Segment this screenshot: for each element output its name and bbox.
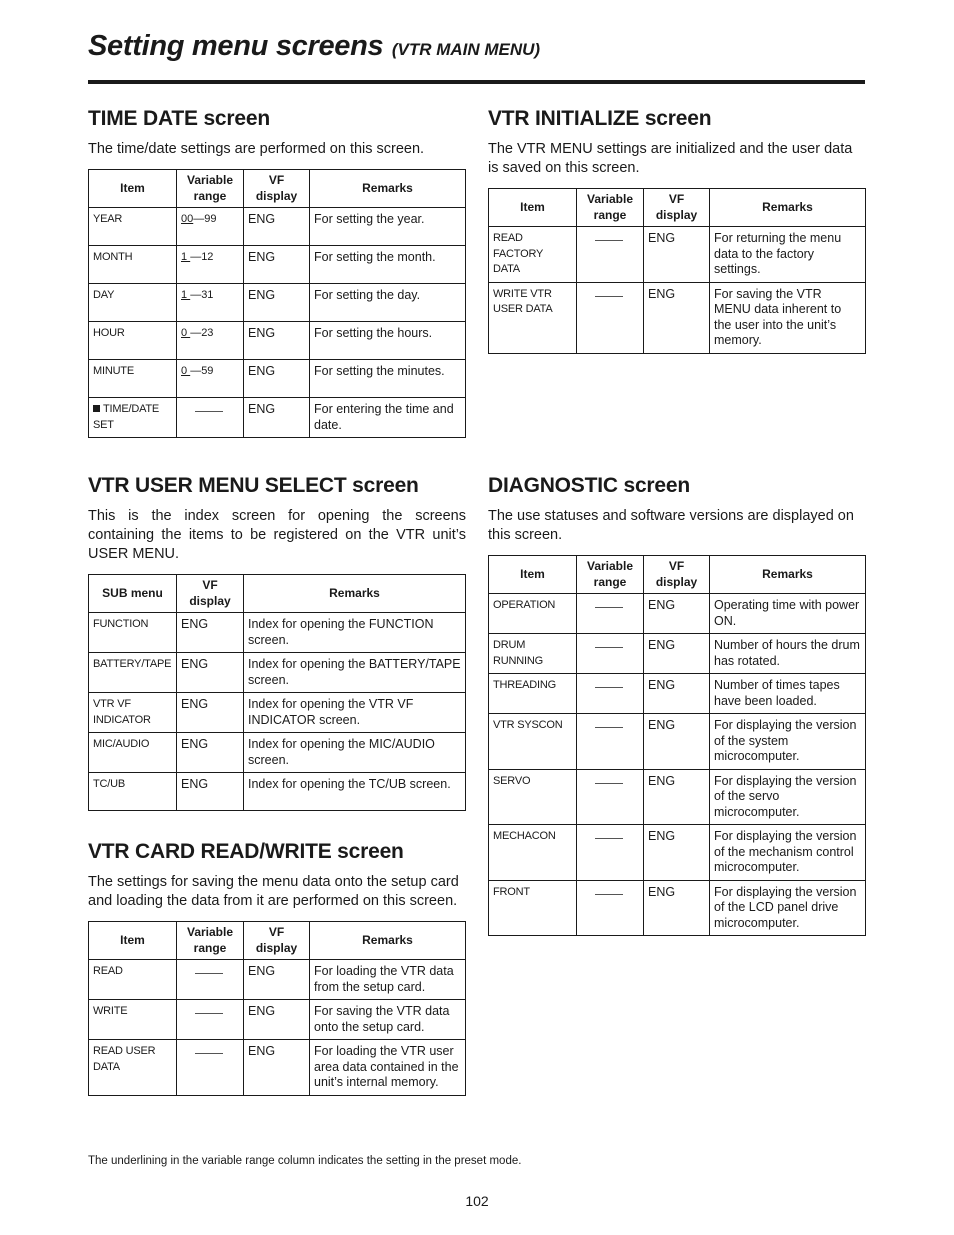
table-row <box>489 880 866 936</box>
time-date-table <box>88 169 466 438</box>
remarks-cell: For displaying the version of the mechanism control microcomputer. <box>710 825 866 881</box>
table-row <box>489 594 866 634</box>
vf-cell: ENG <box>177 613 244 653</box>
range-cell <box>177 208 244 246</box>
col-header: VF display <box>177 575 244 613</box>
item-cell: FRONT <box>489 880 577 936</box>
remarks-cell: For saving the VTR data onto the setup card. <box>310 1000 466 1040</box>
col-header: SUB menu <box>89 575 177 613</box>
remarks-cell: Index for opening the VTR VF INDICATOR screen. <box>244 693 466 733</box>
item-cell: DRUM RUNNING <box>489 634 577 674</box>
section-heading: TIME DATE screen <box>88 107 270 130</box>
col-header: VF display <box>244 922 310 960</box>
vf-cell: ENG <box>644 714 710 770</box>
range-end: —23 <box>190 327 214 339</box>
remarks-cell: For setting the minutes. <box>310 360 466 398</box>
vf-cell: ENG <box>244 208 310 246</box>
no-range-dash <box>595 727 623 728</box>
vf-cell: ENG <box>644 769 710 825</box>
vf-cell: ENG <box>244 246 310 284</box>
range-end: —99 <box>193 213 217 225</box>
table-row <box>89 322 466 360</box>
range-cell <box>577 674 644 714</box>
item-cell: HOUR <box>89 322 177 360</box>
item-cell: READ <box>89 960 177 1000</box>
preset-value: 1 <box>181 251 191 263</box>
vf-cell: ENG <box>244 322 310 360</box>
card-read-write-table <box>88 921 466 1096</box>
col-header: Remarks <box>310 922 466 960</box>
remarks-cell: Number of times tapes have been loaded. <box>710 674 866 714</box>
item-cell: FUNCTION <box>89 613 177 653</box>
vtr-initialize-table <box>488 188 866 354</box>
item-cell: YEAR <box>89 208 177 246</box>
vf-cell: ENG <box>244 398 310 438</box>
remarks-cell: Operating time with power ON. <box>710 594 866 634</box>
page-number: 102 <box>465 1193 489 1209</box>
table-header-row <box>89 575 466 613</box>
col-header: Item <box>489 189 577 227</box>
item-cell: WRITE VTR USER DATA <box>489 282 577 353</box>
range-cell <box>177 360 244 398</box>
vf-cell: ENG <box>177 773 244 811</box>
col-header: Remarks <box>244 575 466 613</box>
table-header-row <box>89 922 466 960</box>
remarks-cell: For displaying the version of the servo microcomputer. <box>710 769 866 825</box>
vf-cell: ENG <box>644 594 710 634</box>
range-cell <box>577 880 644 936</box>
col-header: Variable range <box>177 170 244 208</box>
range-cell <box>577 769 644 825</box>
section-heading: VTR CARD READ/WRITE screen <box>88 840 404 863</box>
vf-cell: ENG <box>177 653 244 693</box>
range-end: —12 <box>190 251 214 263</box>
vf-cell: ENG <box>177 733 244 773</box>
col-header: Remarks <box>710 189 866 227</box>
no-range-dash <box>595 838 623 839</box>
col-header: Variable range <box>577 189 644 227</box>
vf-cell: ENG <box>644 880 710 936</box>
table-row <box>489 825 866 881</box>
remarks-cell: For loading the VTR data from the setup card. <box>310 960 466 1000</box>
range-cell <box>177 398 244 438</box>
remarks-cell: For displaying the version of the system microcomputer. <box>710 714 866 770</box>
preset-value: 0 <box>181 365 191 377</box>
remarks-cell: Number of hours the drum has rotated. <box>710 634 866 674</box>
section-intro: This is the index screen for opening the screens containing the items to be registered on the VTR unit’s USER MENU. <box>88 508 466 562</box>
range-cell <box>177 322 244 360</box>
item-cell: MINUTE <box>89 360 177 398</box>
section-intro: The use statuses and software versions are displayed on this screen. <box>488 508 854 543</box>
no-range-dash <box>595 240 623 241</box>
no-range-dash <box>195 1013 223 1014</box>
table-row <box>489 634 866 674</box>
item-cell: OPERATION <box>489 594 577 634</box>
table-header-row <box>489 189 866 227</box>
col-header: VF display <box>644 556 710 594</box>
col-header: Item <box>89 922 177 960</box>
item-cell: THREADING <box>489 674 577 714</box>
remarks-cell: For entering the time and date. <box>310 398 466 438</box>
vf-cell: ENG <box>644 282 710 353</box>
section-user-menu-select <box>88 474 466 811</box>
section-heading: VTR INITIALIZE screen <box>488 107 712 130</box>
table-row <box>89 208 466 246</box>
table-row <box>89 693 466 733</box>
table-row <box>89 960 466 1000</box>
remarks-cell: Index for opening the FUNCTION screen. <box>244 613 466 653</box>
table-row <box>89 773 466 811</box>
no-range-dash <box>195 1053 223 1054</box>
vf-cell: ENG <box>244 1040 310 1096</box>
table-row <box>89 284 466 322</box>
item-cell: VTR SYSCON <box>489 714 577 770</box>
vf-cell: ENG <box>244 960 310 1000</box>
remarks-cell: For setting the year. <box>310 208 466 246</box>
preset-value: 1 <box>181 289 191 301</box>
vf-cell: ENG <box>244 284 310 322</box>
table-header-row <box>489 556 866 594</box>
table-row <box>89 398 466 438</box>
item-cell: MIC/AUDIO <box>89 733 177 773</box>
no-range-dash <box>595 783 623 784</box>
vf-cell: ENG <box>644 227 710 283</box>
item-cell: VTR VF INDICATOR <box>89 693 177 733</box>
remarks-cell: Index for opening the TC/UB screen. <box>244 773 466 811</box>
item-cell: BATTERY/TAPE <box>89 653 177 693</box>
no-range-dash <box>595 687 623 688</box>
item-cell: READ USER DATA <box>89 1040 177 1096</box>
section-intro: The settings for saving the menu data onto the setup card and loading the data from it are performed on this screen. <box>88 874 459 909</box>
item-cell: WRITE <box>89 1000 177 1040</box>
remarks-cell: For returning the menu data to the factory settings. <box>710 227 866 283</box>
vf-cell: ENG <box>644 634 710 674</box>
table-row <box>89 1040 466 1096</box>
col-header: VF display <box>644 189 710 227</box>
range-cell <box>177 960 244 1000</box>
no-range-dash <box>595 296 623 297</box>
square-bullet-icon <box>93 405 100 412</box>
table-row <box>89 733 466 773</box>
page-subtitle: (VTR MAIN MENU) <box>391 40 541 59</box>
range-end: —59 <box>190 365 214 377</box>
section-vtr-initialize <box>488 107 866 354</box>
col-header: VF display <box>244 170 310 208</box>
range-cell <box>177 246 244 284</box>
vf-cell: ENG <box>244 360 310 398</box>
section-heading: DIAGNOSTIC screen <box>488 474 690 497</box>
section-diagnostic <box>488 474 866 936</box>
remarks-cell: For setting the month. <box>310 246 466 284</box>
page-header <box>88 30 865 63</box>
no-range-dash <box>195 411 223 412</box>
col-header: Remarks <box>310 170 466 208</box>
section-intro: The VTR MENU settings are initialized and the user data is saved on this screen. <box>488 141 853 176</box>
vf-cell: ENG <box>177 693 244 733</box>
remarks-cell: For displaying the version of the LCD panel drive microcomputer. <box>710 880 866 936</box>
preset-value: 0 <box>181 327 191 339</box>
table-row <box>489 674 866 714</box>
table-row <box>89 1000 466 1040</box>
vf-cell: ENG <box>244 1000 310 1040</box>
range-cell <box>577 227 644 283</box>
range-cell <box>577 282 644 353</box>
vf-cell: ENG <box>644 674 710 714</box>
no-range-dash <box>195 973 223 974</box>
remarks-cell: Index for opening the BATTERY/TAPE screen. <box>244 653 466 693</box>
no-range-dash <box>595 607 623 608</box>
vf-cell: ENG <box>644 825 710 881</box>
remarks-cell: Index for opening the MIC/AUDIO screen. <box>244 733 466 773</box>
table-row <box>489 227 866 283</box>
item-cell: DAY <box>89 284 177 322</box>
table-row <box>89 613 466 653</box>
col-header: Item <box>489 556 577 594</box>
page-title: Setting menu screens <box>88 30 384 62</box>
header-rule <box>88 80 865 84</box>
range-cell <box>577 714 644 770</box>
item-cell: READ FACTORY DATA <box>489 227 577 283</box>
section-heading: VTR USER MENU SELECT screen <box>88 474 419 497</box>
range-cell <box>177 284 244 322</box>
table-row <box>489 769 866 825</box>
section-card-read-write <box>88 840 466 1096</box>
col-header: Variable range <box>577 556 644 594</box>
remarks-cell: For loading the VTR user area data contained in the unit’s internal memory. <box>310 1040 466 1096</box>
remarks-cell: For setting the hours. <box>310 322 466 360</box>
range-cell <box>177 1040 244 1096</box>
remarks-cell: For setting the day. <box>310 284 466 322</box>
item-cell: SERVO <box>489 769 577 825</box>
col-header: Remarks <box>710 556 866 594</box>
range-cell <box>177 1000 244 1040</box>
item-cell: MONTH <box>89 246 177 284</box>
user-menu-select-table <box>88 574 466 811</box>
col-header: Variable range <box>177 922 244 960</box>
range-cell <box>577 594 644 634</box>
table-row <box>89 360 466 398</box>
range-cell <box>577 634 644 674</box>
no-range-dash <box>595 647 623 648</box>
table-row <box>489 282 866 353</box>
col-header: Item <box>89 170 177 208</box>
item-cell: MECHACON <box>489 825 577 881</box>
section-intro: The time/date settings are performed on this screen. <box>88 141 425 157</box>
item-cell <box>89 398 177 438</box>
footnote: The underlining in the variable range column indicates the setting in the preset mode. <box>88 1155 522 1167</box>
remarks-cell: For saving the VTR MENU data inherent to the user into the unit’s memory. <box>710 282 866 353</box>
no-range-dash <box>595 894 623 895</box>
table-header-row <box>89 170 466 208</box>
range-cell <box>577 825 644 881</box>
diagnostic-table <box>488 555 866 936</box>
preset-value: 00 <box>181 213 194 225</box>
table-row <box>89 653 466 693</box>
item-label: TIME/DATE SET <box>93 403 160 431</box>
item-cell: TC/UB <box>89 773 177 811</box>
table-row <box>89 246 466 284</box>
table-row <box>489 714 866 770</box>
section-time-date <box>88 107 466 438</box>
range-end: —31 <box>190 289 214 301</box>
